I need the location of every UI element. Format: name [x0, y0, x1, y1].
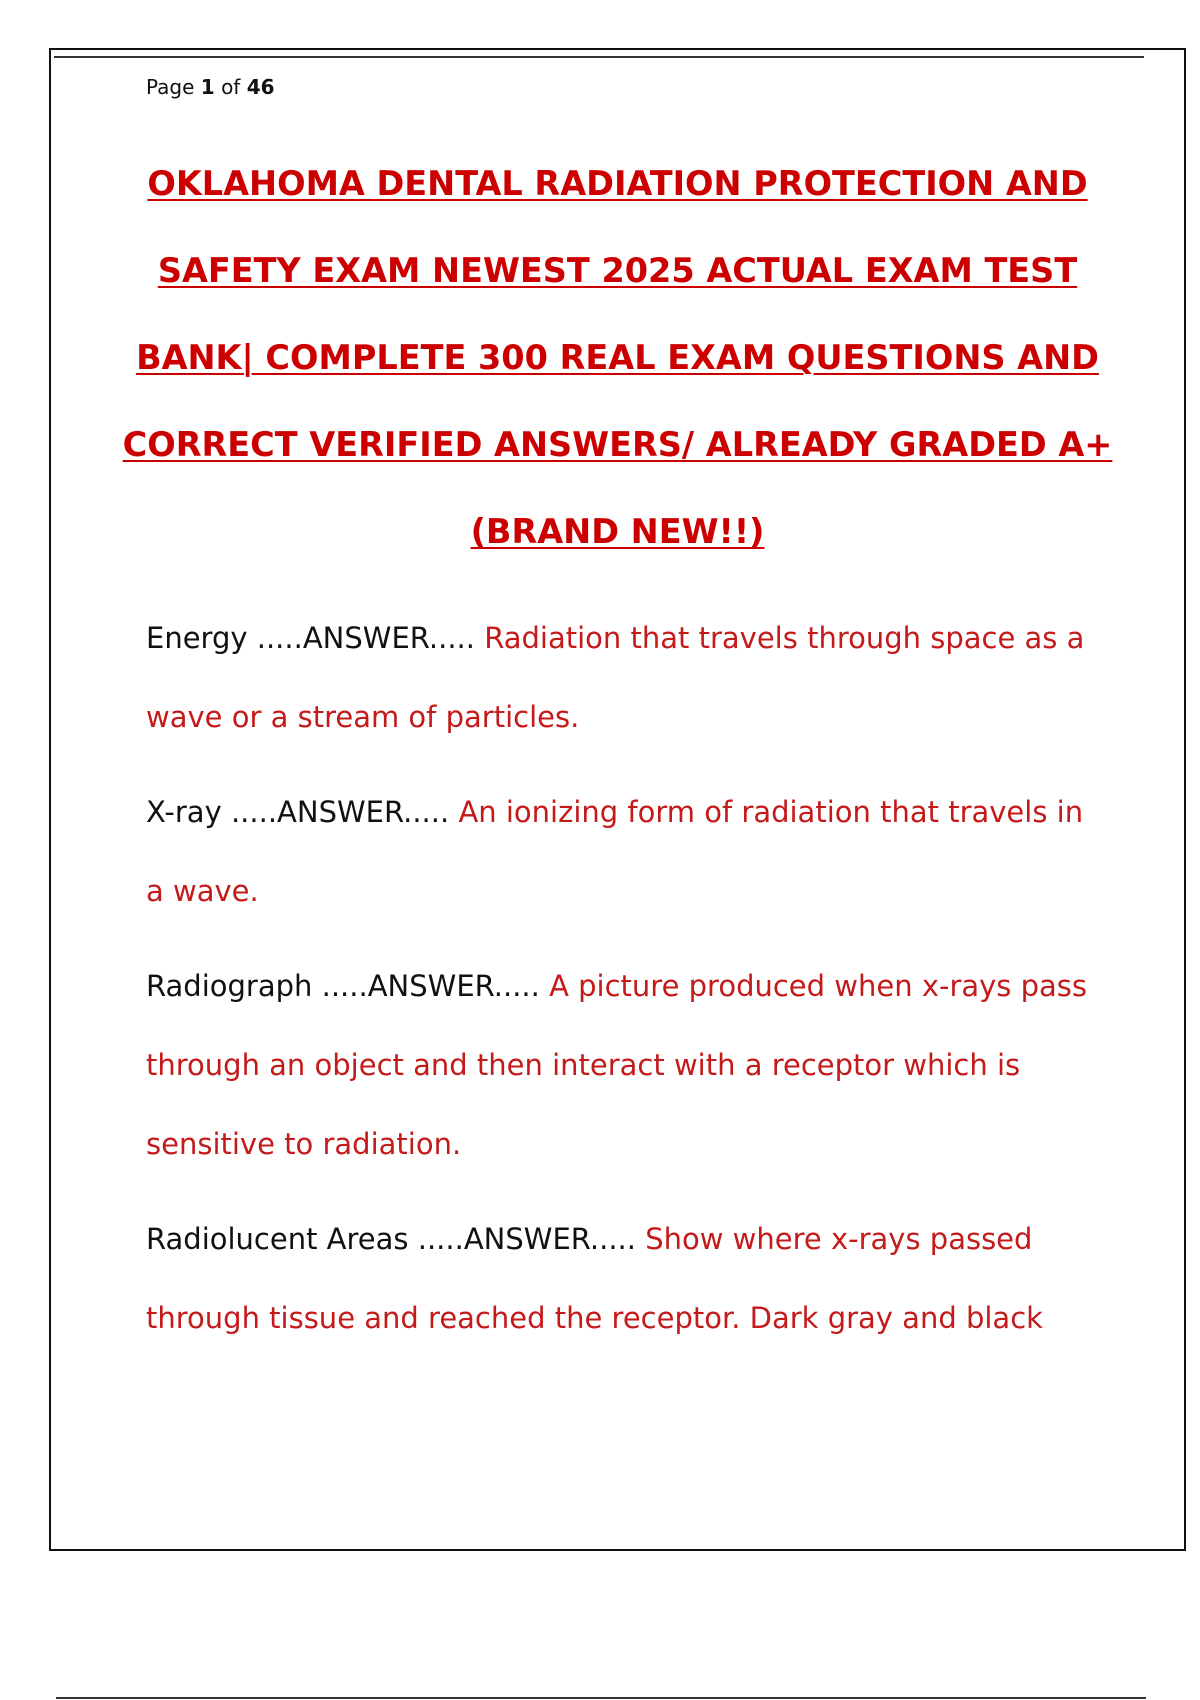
title-line — [120, 314, 1115, 401]
qa-list — [146, 599, 1096, 1374]
bottom-rule — [56, 1697, 1146, 1699]
page-word: Page — [146, 75, 195, 99]
answer-separator: .....ANSWER..... — [312, 969, 550, 1003]
term: X-ray — [146, 795, 222, 829]
title-line-text: OKLAHOMA DENTAL RADIATION PROTECTION AND — [147, 164, 1088, 203]
title-line-text: CORRECT VERIFIED ANSWERS/ ALREADY GRADED A+ — [122, 425, 1113, 464]
definition: An ionizing form of radiation that travels in a wave. — [146, 795, 1084, 908]
definition: Radiation that travels through space as a wave or a stream of particles. — [146, 621, 1085, 734]
top-rule — [54, 56, 1144, 58]
qa-entry — [146, 947, 1096, 1184]
term: Radiolucent Areas — [146, 1222, 409, 1256]
term: Radiograph — [146, 969, 313, 1003]
title-line-text: (BRAND NEW!!) — [470, 512, 765, 551]
page-number — [146, 75, 275, 99]
title-line — [120, 401, 1115, 488]
answer-separator: .....ANSWER..... — [408, 1222, 646, 1256]
document-title — [120, 140, 1115, 575]
title-line — [120, 488, 1115, 575]
definition: Show where x-rays passed through tissue and reached the receptor. Dark gray and black — [146, 1222, 1043, 1335]
term: Energy — [146, 621, 248, 655]
page-total: 46 — [246, 75, 275, 99]
title-line — [120, 227, 1115, 314]
page-current: 1 — [200, 75, 215, 99]
definition: A picture produced when x-rays pass through an object and then interact with a receptor which is sensitive to radiation. — [146, 969, 1088, 1161]
title-line-text: BANK| COMPLETE 300 REAL EXAM QUESTIONS AND — [136, 338, 1099, 377]
title-line — [120, 140, 1115, 227]
answer-separator: .....ANSWER..... — [221, 795, 459, 829]
qa-entry — [146, 599, 1096, 757]
answer-separator: .....ANSWER..... — [247, 621, 485, 655]
title-line-text: SAFETY EXAM NEWEST 2025 ACTUAL EXAM TEST — [157, 251, 1078, 290]
qa-entry — [146, 773, 1096, 931]
page-of: of — [221, 75, 241, 99]
qa-entry — [146, 1200, 1096, 1358]
